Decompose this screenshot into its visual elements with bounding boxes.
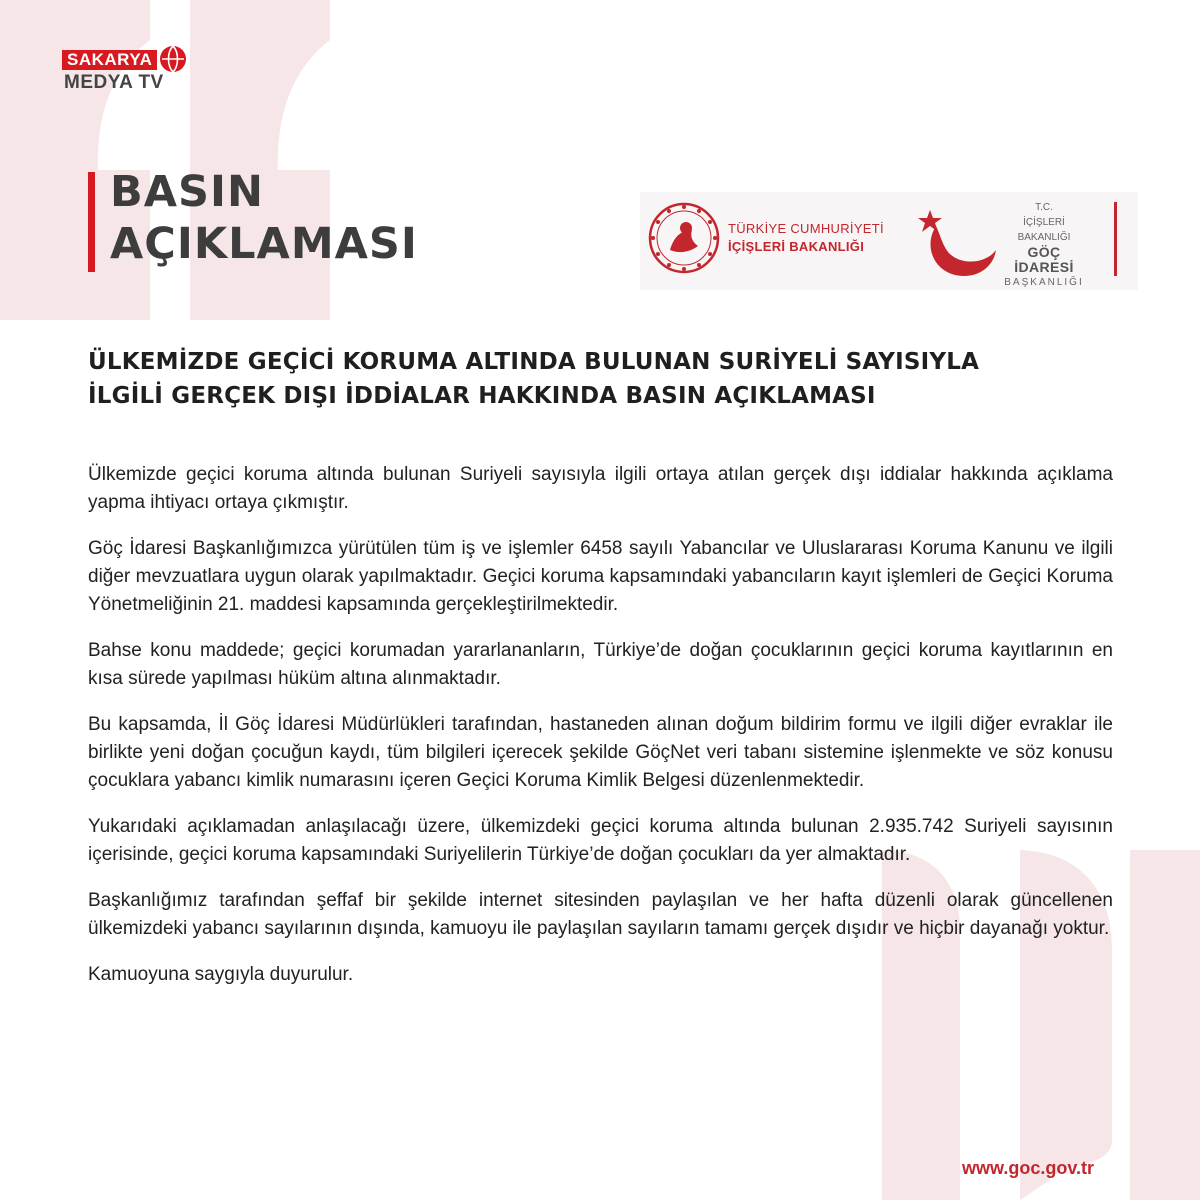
paragraph: Bu kapsamda, İl Göç İdaresi Müdürlükleri tarafından, hastaneden alınan doğum bildirim formu ve ilgili diğer evraklar ile birlikte yeni doğan çocuğun kaydı, tüm bilgileri içerecek şekilde GöçNet veri tabanı sistemine işlenmekte ve söz konusu çocuklara yabancı kimlik numarasını içeren Geçici Koruma Kimlik Belgesi düzenlenmektedir. (88, 714, 1113, 791)
institution-logos (640, 192, 1138, 290)
watermark-line2: MEDYA TV (64, 72, 164, 93)
paragraph: Yukarıdaki açıklamadan anlaşılacağı üzere, ülkemizdeki geçici koruma altında bulunan 2.935.742 Suriyeli sayısının içerisinde, geçici koruma kapsamındaki Suriyelilerin Türkiye’de doğan çocukları da yer almaktadır. (88, 816, 1113, 865)
ministry-seal-icon (646, 200, 722, 276)
document-title (88, 345, 1108, 413)
ministry-line2: İÇİŞLERİ BAKANLIĞI (728, 239, 865, 254)
ministry-line1: TÜRKİYE CUMHURİYETİ (728, 221, 884, 236)
goc-line3: GÖÇ İDARESİ (1014, 244, 1074, 275)
title-line1: ÜLKEMİZDE GEÇİCİ KORUMA ALTINDA BULUNAN SURİYELİ SAYISIYLA (88, 349, 980, 375)
goc-idaresi-name (996, 200, 1092, 290)
paragraph: Göç İdaresi Başkanlığımızca yürütülen tüm iş ve işlemler 6458 sayılı Yabancılar ve Uluslararası Koruma Kanunu ve ilgili diğer mevzuatlara uygun olarak yapılmaktadır. Geçici koruma kapsamındaki yabancıların kayıt işlemleri de Geçici Koruma Yönetmeliğinin 21. maddesi kapsamında gerçekleştirilmektedir. (88, 538, 1113, 615)
closing-line: Kamuoyuna saygıyla duyurulur. (88, 964, 354, 985)
globe-icon (158, 44, 188, 74)
press-heading-line1: BASIN (110, 167, 265, 217)
goc-line1: T.C. (1035, 202, 1053, 213)
paragraph: Başkanlığımız tarafından şeffaf bir şekilde internet sitesinden paylaşılan ve her hafta düzenli olarak güncellenen ülkemizdeki yabancı sayılarının dışında, kamuoyu ile paylaşılan sayıların tamamı gerçek dışıdır ve hiçbir dayanağı yoktur. (88, 890, 1113, 939)
footer-url[interactable]: www.goc.gov.tr (962, 1158, 1095, 1178)
watermark-logo (62, 44, 192, 104)
watermark-line1: SAKARYA (62, 50, 157, 70)
ministry-name (728, 220, 884, 256)
crescent-star-icon (916, 204, 998, 280)
accent-bar (88, 172, 95, 272)
goc-line4: BAŞKANLIĞI (1004, 277, 1084, 288)
press-heading-line2: AÇIKLAMASI (110, 219, 418, 269)
title-line2: İLGİLİ GERÇEK DIŞI İDDİALAR HAKKINDA BASIN AÇIKLAMASI (88, 383, 876, 409)
goc-line2: İÇİŞLERİ BAKANLIĞI (1017, 217, 1071, 243)
logo-divider (1114, 202, 1117, 276)
document-body (88, 461, 1113, 1007)
paragraph: Bahse konu maddede; geçici korumadan yararlananların, Türkiye’de doğan çocuklarının geçici koruma kayıtlarının en kısa sürede yapılması hüküm altına alınmaktadır. (88, 640, 1113, 689)
paragraph: Ülkemizde geçici koruma altında bulunan Suriyeli sayısıyla ilgili ortaya atılan gerçek dışı iddialar hakkında açıklama yapma ihtiyacı ortaya çıkmıştır. (88, 464, 1113, 513)
